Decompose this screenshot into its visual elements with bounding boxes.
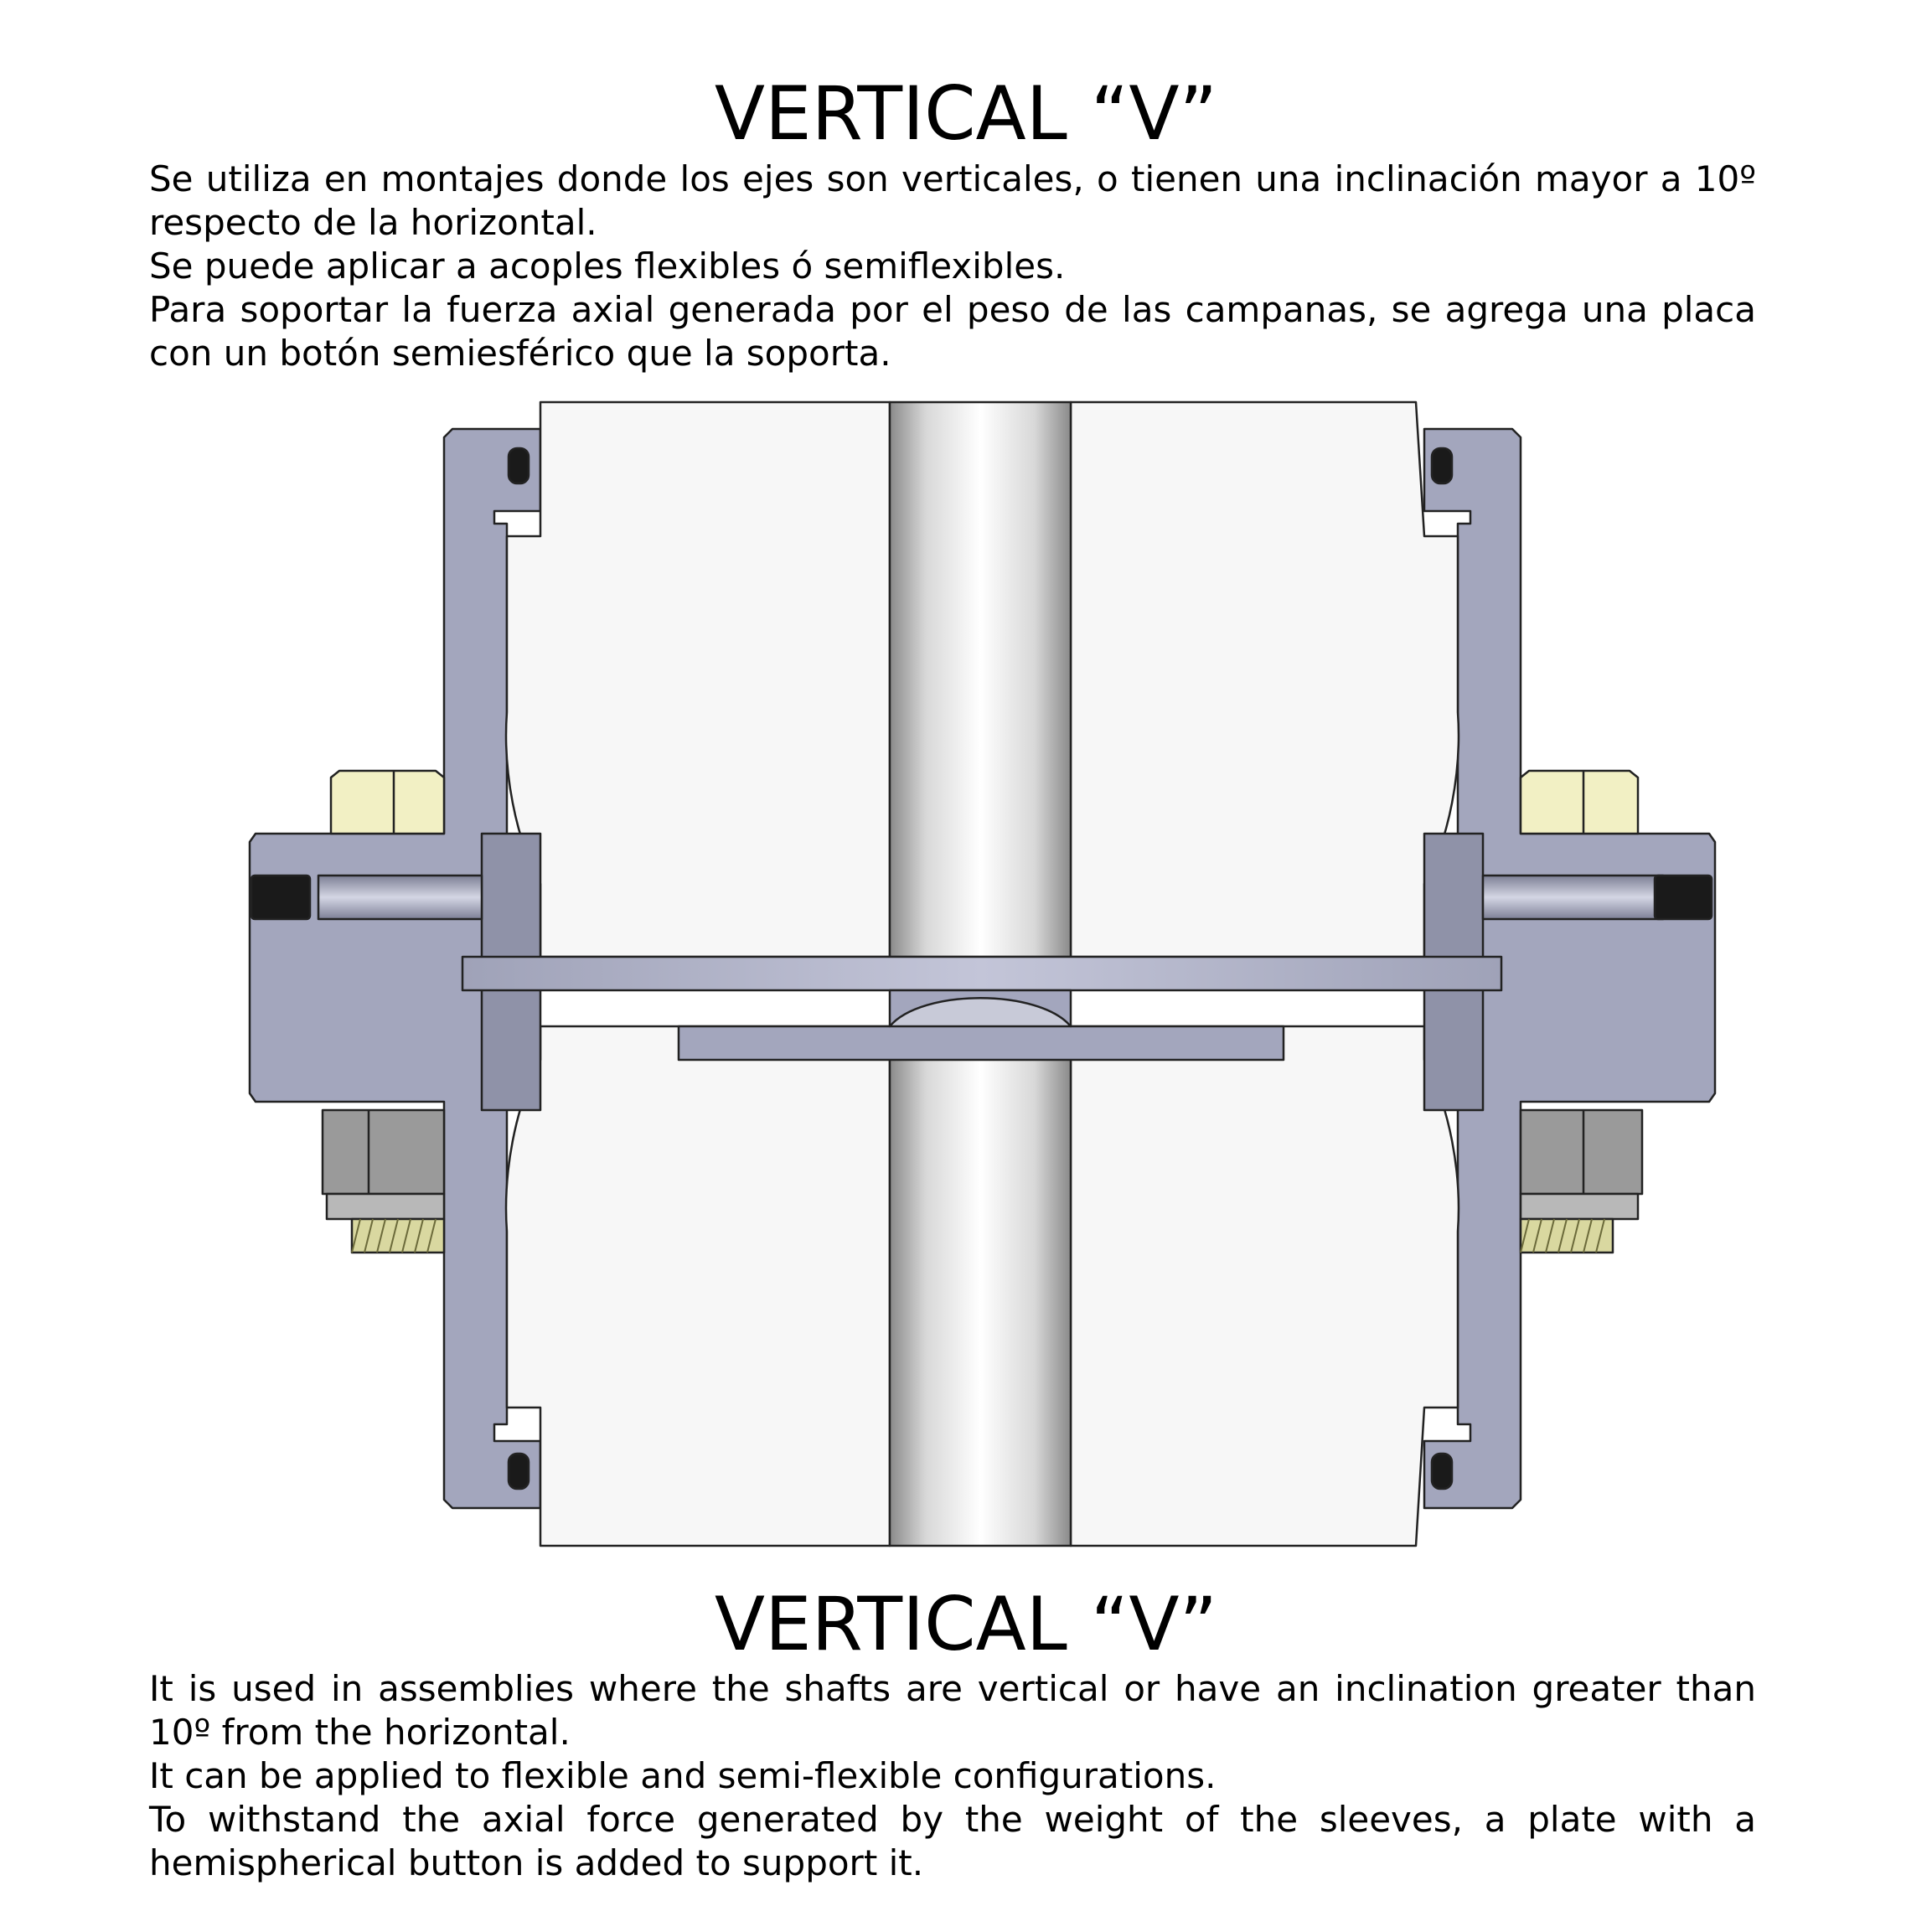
paragraph-en-3: To withstand the axial force generated by the weight of the sleeves, a plate with a hemispherical button is added to support it. [149, 1799, 1756, 1883]
paragraph-en-2: It can be applied to flexible and semi-flexible configurations. [149, 1755, 1217, 1796]
oring-top-right [1432, 448, 1452, 483]
upper-shaft [890, 402, 1071, 957]
oring-bottom-left [509, 1454, 529, 1489]
upper-right-sleeve [1071, 402, 1459, 957]
upper-left-sleeve [506, 402, 890, 957]
paragraph-es-3: Para soportar la fuerza axial generada por el peso de las campanas, se agrega una placa con un botón semiesférico que la soporta. [149, 289, 1756, 374]
title-english: VERTICAL “V” [714, 1581, 1218, 1667]
paragraph-es-1: Se utiliza en montajes donde los ejes son verticales, o tienen una inclinación mayor a 10º respecto de la horizontal. [149, 158, 1756, 243]
lower-shaft [890, 1026, 1071, 1546]
right-nut [1521, 1110, 1642, 1194]
thrust-plate [462, 957, 1501, 990]
paragraph-en-1: It is used in assemblies where the shafts are vertical or have an inclination greater than 10º from the horizontal. [149, 1668, 1756, 1753]
paragraph-es-2: Se puede aplicar a acoples flexibles ó semiflexibles. [149, 245, 1066, 287]
left-nut [323, 1110, 444, 1194]
title-spanish: VERTICAL “V” [714, 70, 1218, 157]
coupling-cross-section-diagram [243, 394, 1734, 1558]
lower-right-sleeve [1071, 1026, 1459, 1546]
left-pin [318, 876, 482, 919]
oring-top-left [509, 448, 529, 483]
description-english [149, 1667, 1756, 1885]
lower-left-sleeve [506, 1026, 890, 1546]
left-bushing [251, 876, 310, 919]
left-bolt-head [331, 771, 444, 834]
right-bushing [1655, 876, 1712, 919]
right-bolt-head [1521, 771, 1638, 834]
description-spanish [149, 158, 1756, 375]
oring-bottom-right [1432, 1454, 1452, 1489]
right-pin [1483, 876, 1663, 919]
right-washer [1521, 1194, 1638, 1219]
left-washer [327, 1194, 444, 1219]
